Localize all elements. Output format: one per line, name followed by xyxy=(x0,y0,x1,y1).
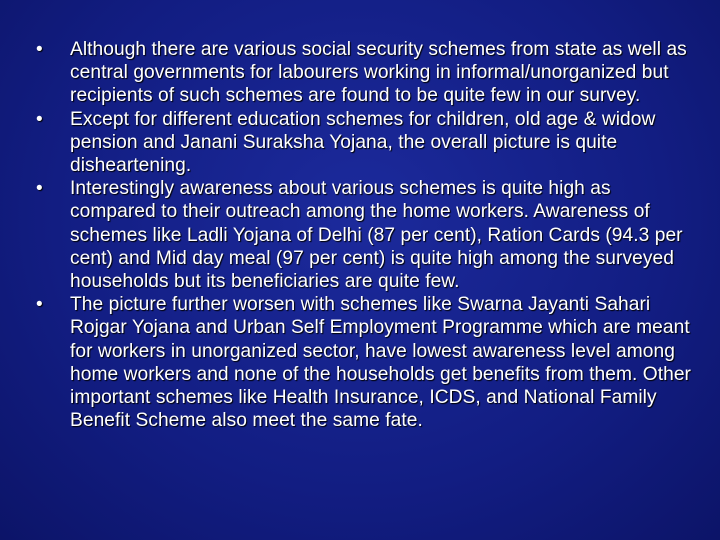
bullet-list xyxy=(0,38,720,432)
bullet-text: Although there are various social security schemes from state as well as central governments for labourers working in informal/unorganized but recipients of such schemes are found to be quite few in our survey. xyxy=(70,39,687,107)
bullet-item xyxy=(0,177,720,293)
bullet-text: The picture further worsen with schemes like Swarna Jayanti Sahari Rojgar Yojana and Urban Self Employment Programme which are meant for workers in unorganized sector, have lowest awareness level among home workers and none of the households get benefits from them. Other important schemes like Health Insurance, ICDS, and National Family Benefit Scheme also meet the same fate. xyxy=(70,294,691,432)
bullet-icon: • xyxy=(36,294,43,316)
bullet-text: Interestingly awareness about various schemes is quite high as compared to their outreach among the home workers. Awareness of schemes like Ladli Yojana of Delhi (87 per cent), Ration Cards (94.3 per cent) and Mid day meal (97 per cent) is quite high among the surveyed households but its beneficiaries are quite few. xyxy=(70,178,683,293)
bullet-text: Except for different education schemes for children, old age & widow pension and Janani Suraksha Yojana, the overall picture is quite disheartening. xyxy=(70,108,656,177)
bullet-icon: • xyxy=(36,108,43,130)
bullet-icon: • xyxy=(36,178,43,200)
bullet-item xyxy=(0,293,720,432)
bullet-icon: • xyxy=(36,39,43,60)
bullet-item xyxy=(0,108,720,178)
bullet-item xyxy=(0,38,720,108)
